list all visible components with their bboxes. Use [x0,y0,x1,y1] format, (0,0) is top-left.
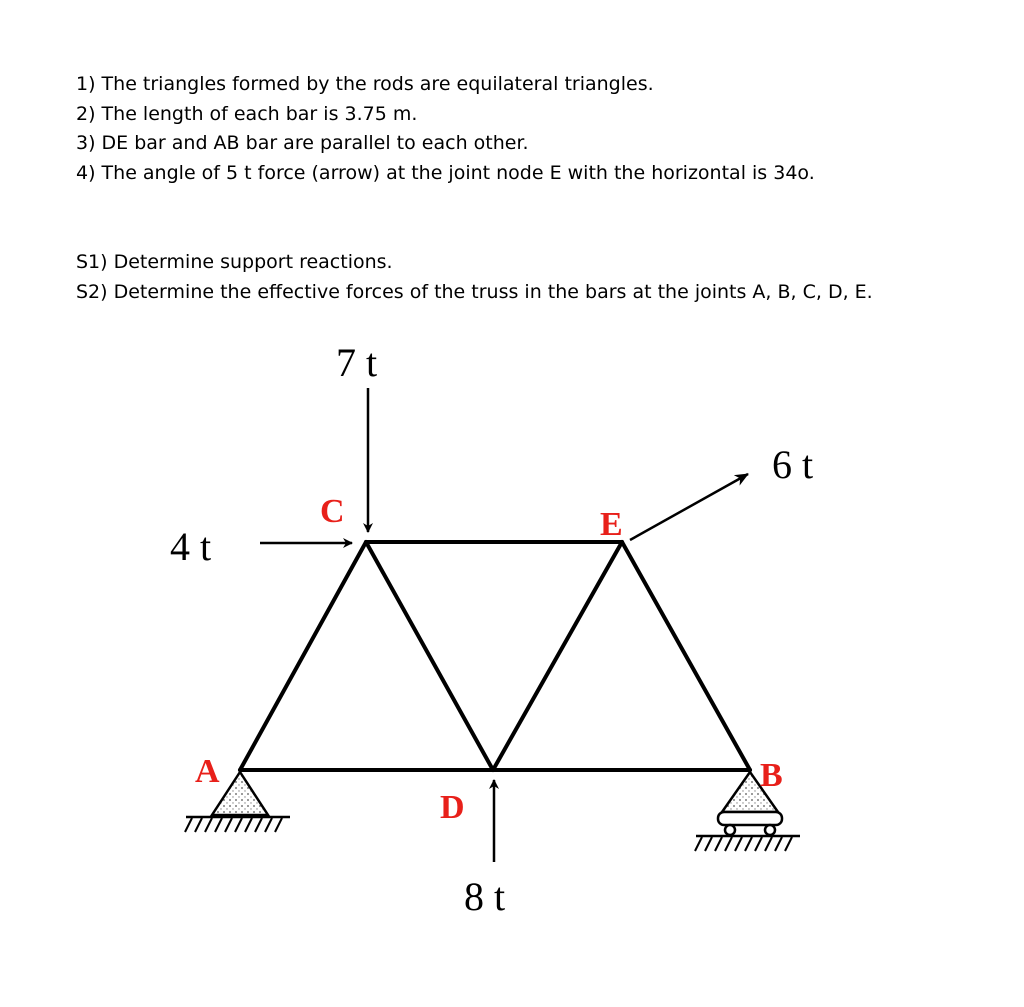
truss-members [240,542,750,770]
load-arrows [260,388,748,862]
load-label-4t: 4 t [170,524,212,569]
condition-2: 2) The length of each bar is 3.75 m. [76,102,418,125]
node-label-E: E [600,506,623,543]
member-EB [622,542,750,770]
condition-4: 4) The angle of 5 t force (arrow) at the joint node E with the horizontal is 34o. [76,161,815,184]
load-label-6t: 6 t [772,442,814,487]
task-2: S2) Determine the effective forces of the truss in the bars at the joints A, B, C, D, E. [76,280,873,303]
load-label-8t: 8 t [464,874,506,919]
node-label-D: D [440,789,465,826]
load-arrow-6t [630,474,748,540]
node-label-C: C [320,493,345,530]
condition-1: 1) The triangles formed by the rods are equilateral triangles. [76,73,654,95]
member-DE [493,542,622,770]
load-label-7t: 7 t [336,340,378,385]
member-CD [366,542,493,770]
member-AC [240,542,366,770]
node-label-A: A [195,753,220,790]
task-1: S1) Determine support reactions. [76,251,393,273]
support-B-roller [695,772,800,851]
condition-3: 3) DE bar and AB bar are parallel to each other. [76,132,529,154]
node-label-B: B [760,757,783,794]
